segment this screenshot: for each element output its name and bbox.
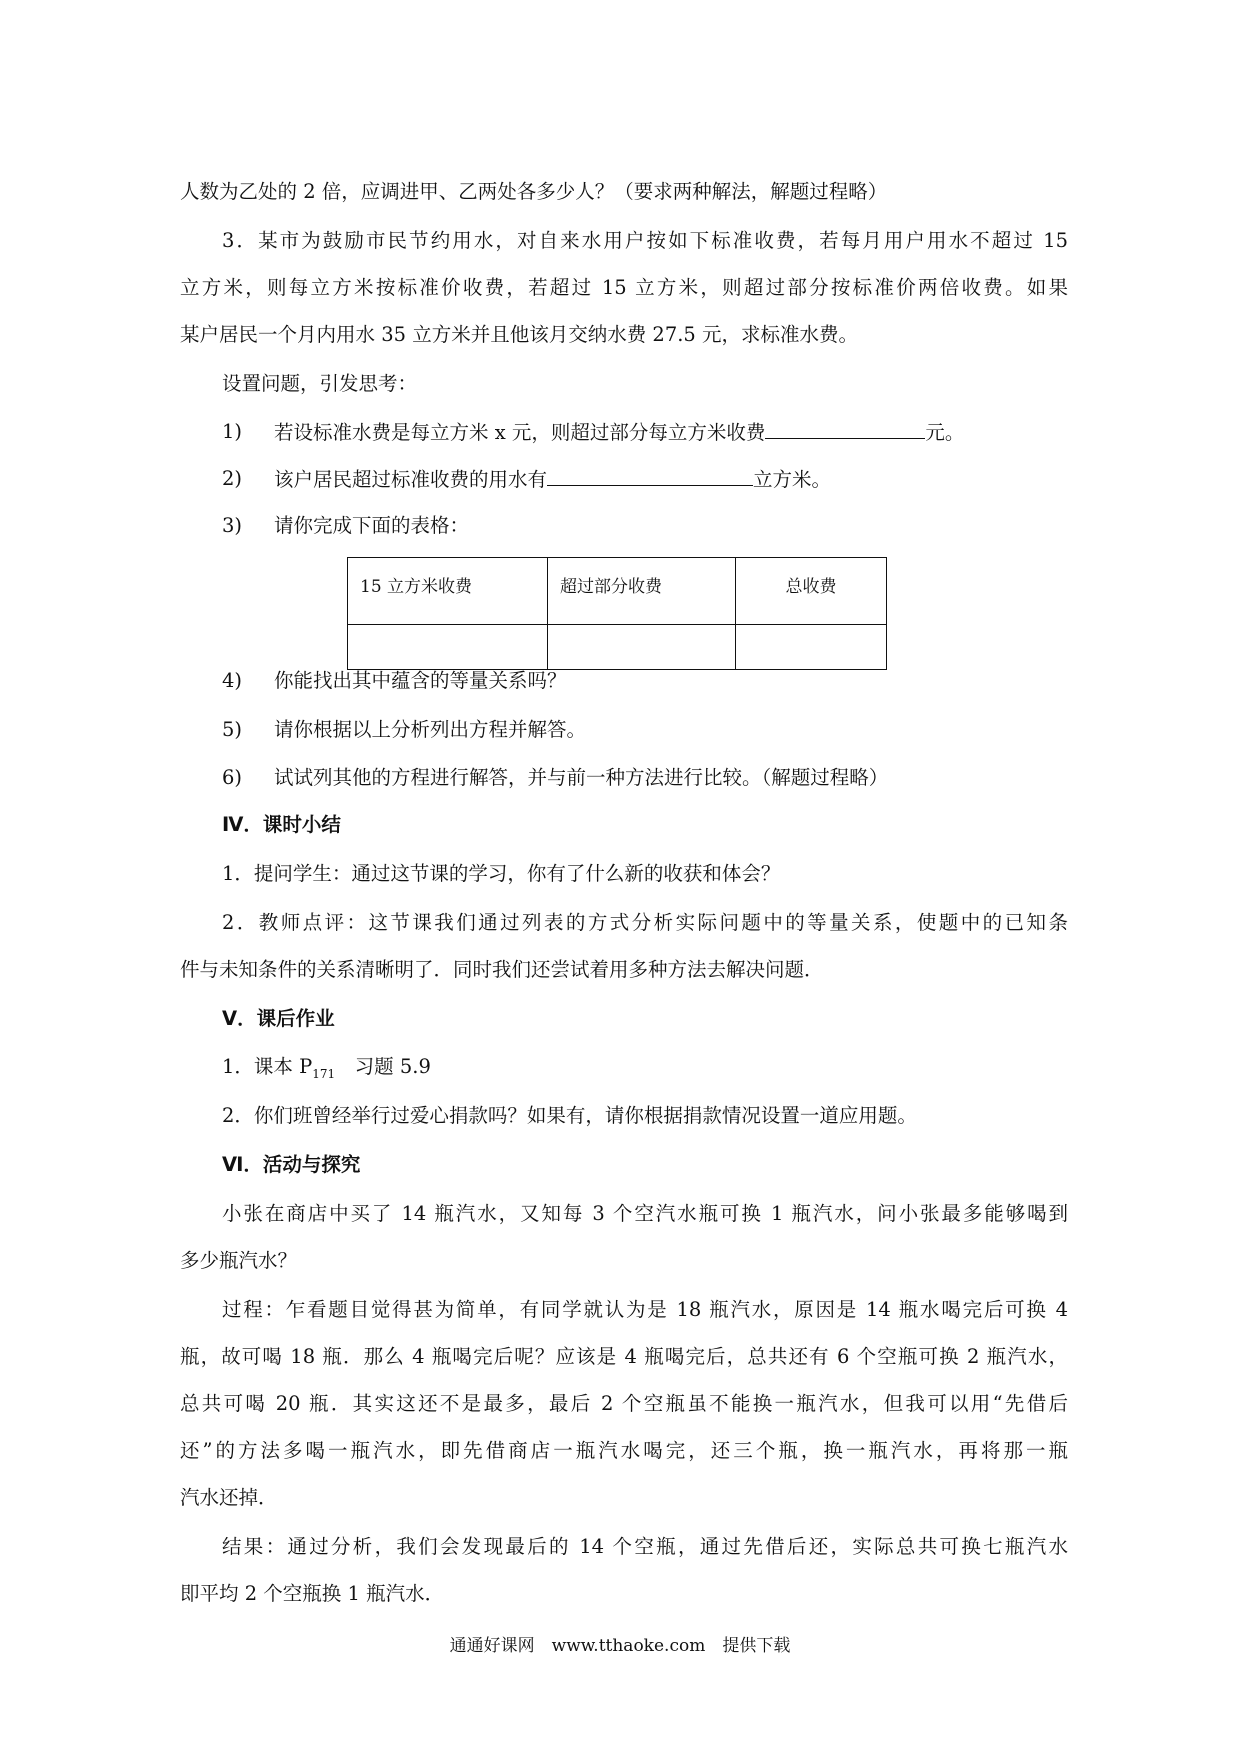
summary-item-2-line-1: 2．教师点评：这节课我们通过列表的方式分析实际问题中的等量关系，使题中的已知条	[222, 911, 1068, 934]
table-header-cell: 超过部分收费	[548, 558, 736, 625]
table-header-cell: 15 立方米收费	[348, 558, 548, 625]
question-1	[274, 420, 964, 445]
section-heading-homework: Ⅴ．课后作业	[222, 1007, 335, 1030]
question-number: 5)	[222, 718, 243, 741]
process-line-3: 总共可喝 20 瓶．其实这还不是最多，最后 2 个空瓶虽不能换一瓶汽水，但我可以用“先借后	[180, 1392, 1068, 1415]
question-2	[274, 467, 831, 492]
page-subscript: 171	[312, 1067, 336, 1081]
summary-item-2-line-2: 件与未知条件的关系清晰明了．同时我们还尝试着用多种方法去解决问题．	[180, 958, 824, 981]
question-number: 4)	[222, 669, 243, 692]
question-unit: 立方米。	[753, 468, 832, 491]
question-unit: 元。	[925, 421, 965, 444]
section-heading-summary: Ⅳ．课时小结	[222, 813, 341, 836]
homework-text: 1．课本 P	[222, 1055, 313, 1078]
process-line-4: 还”的方法多喝一瓶汽水，即先借商店一瓶汽水喝完，还三个瓶，换一瓶汽水，再将那一瓶	[180, 1439, 1068, 1462]
table-blank-cell[interactable]	[348, 625, 548, 670]
section-heading-activity: Ⅵ．活动与探究	[222, 1153, 361, 1176]
question-number: 3)	[222, 514, 243, 537]
question-text: 该户居民超过标准收费的用水有	[274, 468, 548, 491]
summary-item-1: 1．提问学生：通过这节课的学习，你有了什么新的收获和体会？	[222, 862, 781, 885]
homework-item-2: 2．你们班曾经举行过爱心捐款吗？如果有，请你根据捐款情况设置一道应用题。	[222, 1104, 917, 1127]
process-line-1: 过程：乍看题目觉得甚为简单，有同学就认为是 18 瓶汽水，原因是 14 瓶水喝完后可换 4	[222, 1298, 1068, 1321]
question-5: 请你根据以上分析列出方程并解答。	[274, 718, 587, 741]
problem-3-line-2: 立方米，则每立方米按标准价收费，若超过 15 立方米，则超过部分按标准价两倍收费。如果	[180, 276, 1068, 299]
problem-3-line-1: 3．某市为鼓励市民节约用水，对自来水用户按如下标准收费，若每月用户用水不超过 15	[222, 229, 1068, 252]
footer-download-note: 通通好课网 www.tthaoke.com 提供下载	[449, 1636, 791, 1656]
problem-3-line-3: 某户居民一个月内用水 35 立方米并且他该月交纳水费 27.5 元，求标准水费。	[180, 323, 859, 346]
question-6: 试试列其他的方程进行解答，并与前一种方法进行比较。（解题过程略）	[274, 766, 889, 789]
result-line-1: 结果：通过分析，我们会发现最后的 14 个空瓶，通过先借后还，实际总共可换七瓶汽水	[222, 1535, 1068, 1558]
answer-blank[interactable]	[765, 420, 925, 439]
question-number: 6)	[222, 766, 243, 789]
activity-question-line-1: 小张在商店中买了 14 瓶汽水，又知每 3 个空汽水瓶可换 1 瓶汽水，问小张最多能够喝到	[222, 1202, 1068, 1225]
question-text: 若设标准水费是每立方米 x 元，则超过部分每立方米收费	[274, 421, 766, 444]
table-header-cell: 总收费	[736, 558, 887, 625]
activity-question-line-2: 多少瓶汽水？	[180, 1249, 298, 1272]
text-line: 人数为乙处的 2 倍，应调进甲、乙两处各多少人？（要求两种解法，解题过程略）	[180, 180, 888, 203]
answer-blank[interactable]	[547, 467, 753, 486]
question-4: 你能找出其中蕴含的等量关系吗？	[274, 669, 567, 692]
process-line-5: 汽水还掉．	[180, 1486, 278, 1509]
question-number: 1)	[222, 420, 243, 443]
question-3: 请你完成下面的表格：	[274, 514, 470, 537]
table-blank-cell[interactable]	[736, 625, 887, 670]
question-number: 2)	[222, 467, 243, 490]
homework-exercise: 习题 5.9	[335, 1055, 431, 1078]
homework-item-1	[222, 1055, 431, 1086]
table-blank-cell[interactable]	[548, 625, 736, 670]
fee-table	[347, 557, 887, 670]
questions-intro: 设置问题，引发思考：	[222, 372, 418, 395]
result-line-2: 即平均 2 个空瓶换 1 瓶汽水．	[180, 1582, 445, 1605]
process-line-2: 瓶，故可喝 18 瓶．那么 4 瓶喝完后呢？应该是 4 瓶喝完后，总共还有 6 个空瓶可换 2 瓶汽水，	[180, 1345, 1068, 1368]
